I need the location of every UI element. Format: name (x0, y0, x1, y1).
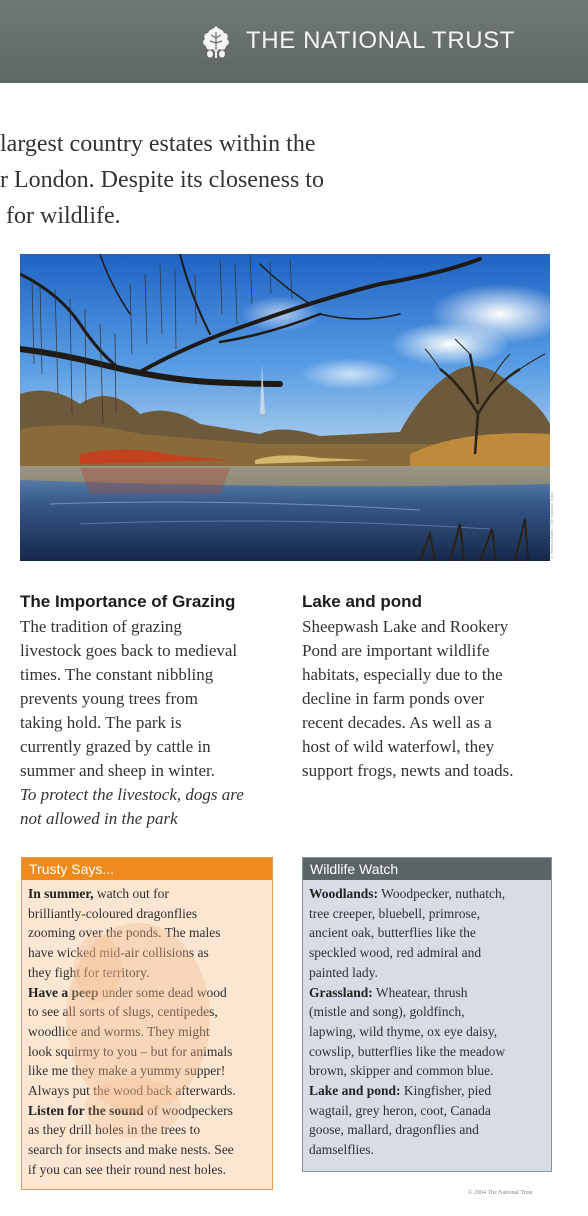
intro-line: largest country estates within the (0, 131, 316, 157)
lake-line: decline in farm ponds over (302, 689, 485, 708)
brand-name: THE NATIONAL TRUST (246, 27, 516, 54)
grazing-line: livestock goes back to medieval (20, 641, 238, 660)
trusty-line: look squirmy to you – but for animals (28, 1043, 233, 1059)
lake-line: host of wild waterfowl, they (302, 737, 495, 756)
lake-photo (20, 254, 550, 561)
trusty-bold: In summer, (28, 886, 94, 901)
wildlife-line: brown, skipper and common blue. (309, 1063, 494, 1079)
trusty-line: search for insects and make nests. See (28, 1142, 234, 1158)
trusty-line: Always put the wood back afterwards. (28, 1083, 236, 1099)
wildlife-watch-body (303, 880, 551, 1160)
oak-leaf-icon (196, 22, 236, 62)
wildlife-line: tree creeper, bluebell, primrose, (309, 905, 481, 921)
trusty-line (28, 983, 266, 1003)
wildlife-line: ancient oak, butterflies like the (309, 925, 476, 941)
wildlife-text: Wheatear, thrush (372, 984, 468, 1000)
wildlife-text: Kingfisher, pied (400, 1083, 492, 1099)
wildlife-bold: Grassland: (309, 984, 373, 1000)
trusty-text: under some dead wood (98, 984, 227, 1000)
wildlife-line: goose, mallard, dragonflies and (309, 1122, 479, 1138)
trusty-line: they fight for territory. (28, 964, 150, 980)
lake-line: recent decades. As well as a (302, 713, 492, 732)
trusty-line: woodlice and worms. They might (28, 1023, 210, 1039)
wildlife-watch-title: Wildlife Watch (303, 858, 551, 880)
wildlife-text: Woodpecker, nuthatch, (378, 886, 506, 901)
lake-line: support frogs, newts and toads. (302, 761, 514, 780)
intro-line: r London. Despite its closeness to (0, 167, 324, 193)
grazing-line: times. The constant nibbling (20, 665, 214, 684)
trusty-line (28, 884, 266, 904)
trusty-text: watch out for (93, 886, 169, 901)
header-banner (0, 0, 588, 83)
wildlife-line (309, 884, 545, 904)
trusty-line: brilliantly-coloured dragonflies (28, 905, 198, 921)
grazing-line: taking hold. The park is (20, 713, 182, 732)
lake-paragraph (302, 615, 572, 783)
wildlife-line: speckled wood, red admiral and (309, 945, 482, 961)
trusty-line: like me they make a yummy supper! (28, 1063, 226, 1079)
photo-credit: © Richard Bates / The National Trust (549, 492, 554, 560)
dog-notice-line: not allowed in the park (20, 809, 178, 828)
lake-heading: Lake and pond (302, 592, 422, 611)
wildlife-line: (mistle and song), goldfinch, (309, 1004, 465, 1020)
wildlife-line: cowslip, butterflies like the meadow (309, 1043, 506, 1059)
grazing-line: The tradition of grazing (20, 617, 182, 636)
wildlife-bold: Lake and pond: (309, 1083, 401, 1099)
copyright-notice: © 2004 The National Trust (468, 1190, 533, 1196)
trusty-line: if you can see their round nest holes. (28, 1161, 226, 1177)
trusty-line: have wicked mid-air collisions as (28, 945, 209, 961)
wildlife-line (309, 1081, 545, 1101)
wildlife-line: damselflies. (309, 1142, 374, 1158)
grazing-heading: The Importance of Grazing (20, 592, 236, 611)
grazing-paragraph (20, 615, 282, 831)
lake-line: Sheepwash Lake and Rookery (302, 617, 509, 636)
lake-section (302, 592, 572, 783)
wildlife-line: wagtail, grey heron, coot, Canada (309, 1102, 491, 1118)
lake-line: habitats, especially due to the (302, 665, 503, 684)
dog-notice-line: To protect the livestock, dogs are (20, 785, 244, 804)
trusty-line (28, 1101, 266, 1121)
grazing-line: currently grazed by cattle in (20, 737, 211, 756)
trusty-bold: Listen for the sound (28, 1102, 144, 1118)
trusty-says-title: Trusty Says... (22, 858, 272, 880)
wildlife-line (309, 983, 545, 1003)
trusty-text: of woodpeckers (143, 1102, 233, 1118)
trusty-says-body (22, 880, 272, 1180)
trusty-line: zooming over the ponds. The males (28, 925, 221, 941)
wildlife-line: painted lady. (309, 964, 378, 980)
trusty-says-box (21, 857, 273, 1190)
intro-line: for wildlife. (0, 203, 121, 229)
trusty-line: to see all sorts of slugs, centipedes, (28, 1004, 218, 1020)
wildlife-line: lapwing, wild thyme, ox eye daisy, (309, 1023, 498, 1039)
lake-line: Pond are important wildlife (302, 641, 490, 660)
trusty-bold: Have a peep (28, 984, 99, 1000)
grazing-section (20, 592, 282, 831)
wildlife-bold: Woodlands: (309, 886, 379, 901)
grazing-line: prevents young trees from (20, 689, 198, 708)
trusty-line: as they drill holes in the trees to (28, 1122, 201, 1138)
grazing-line: summer and sheep in winter. (20, 761, 215, 780)
intro-text (0, 126, 420, 234)
wildlife-watch-box (302, 857, 552, 1172)
